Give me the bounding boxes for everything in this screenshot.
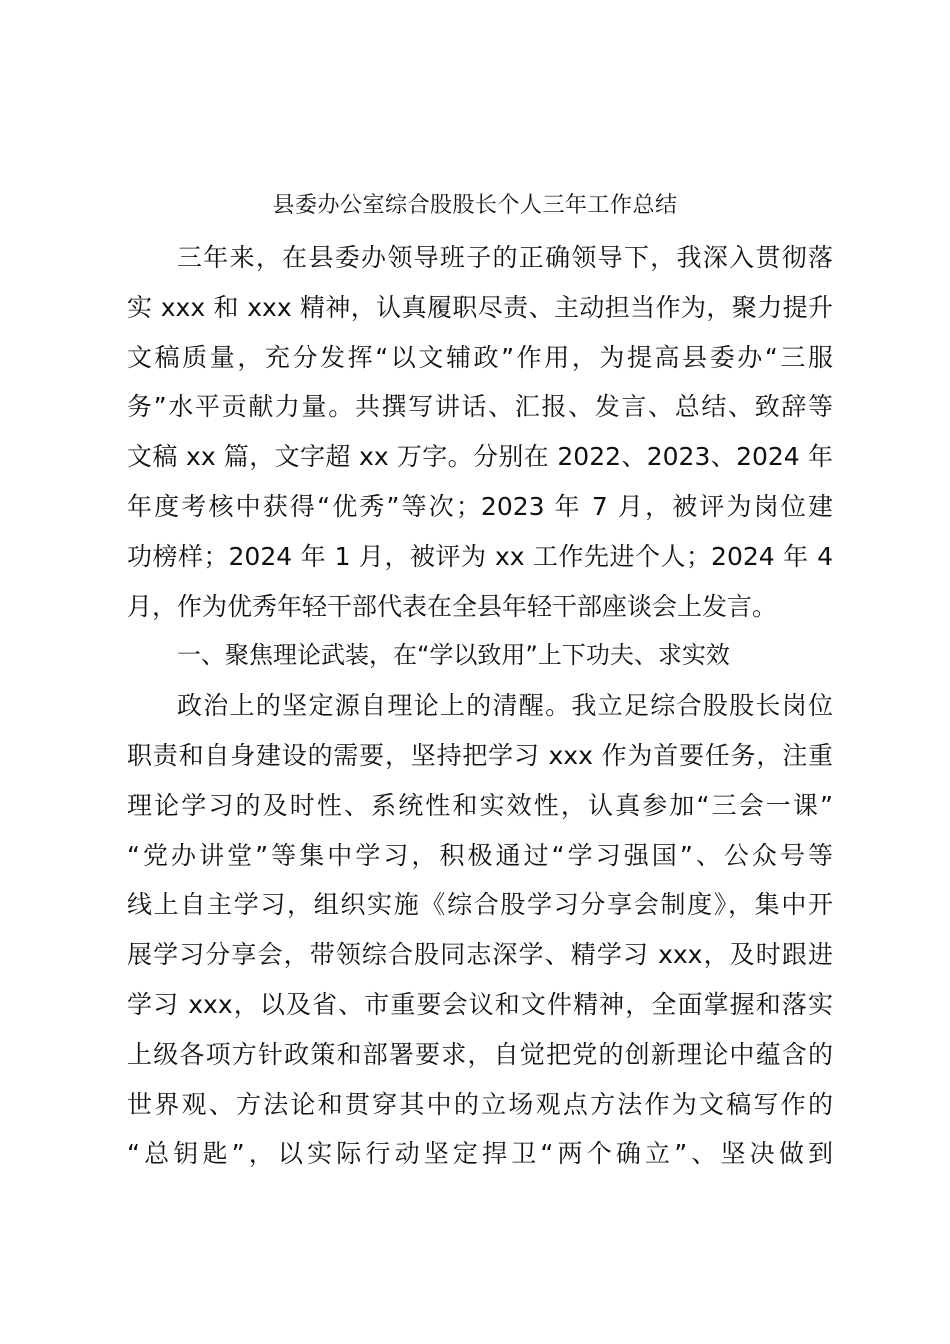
paragraph-line: 职责和自身建设的需要，坚持把学习 xxx 作为首要任务，注重 — [127, 740, 833, 770]
paragraph-line: “总钥匙”，以实际行动坚定捍卫“两个确立”、坚决做到 — [127, 1139, 833, 1169]
paragraph-line: 政治上的坚定源自理论上的清醒。我立足综合股股长岗位 — [177, 691, 833, 721]
paragraph-line: “党办讲堂”等集中学习，积极通过“学习强国”、公众号等 — [127, 840, 833, 870]
paragraph-line: 三年来，在县委办领导班子的正确领导下，我深入贯彻落 — [177, 243, 833, 272]
paragraph-line: 世界观、方法论和贯穿其中的立场观点方法作为文稿写作的 — [127, 1089, 833, 1119]
paragraph-line: 学习 xxx，以及省、市重要会议和文件精神，全面掌握和落实 — [127, 989, 833, 1019]
document-title: 县委办公室综合股股长个人三年工作总结 — [272, 193, 678, 218]
paragraph-line: 上级各项方针政策和部署要求，自觉把党的创新理论中蕴含的 — [127, 1039, 833, 1069]
paragraph-line: 展学习分享会，带领综合股同志深学、精学习 xxx，及时跟进 — [127, 940, 833, 970]
paragraph-line: 务”水平贡献力量。共撰写讲话、汇报、发言、总结、致辞等 — [127, 392, 833, 422]
paragraph-line: 实 xxx 和 xxx 精神，认真履职尽责、主动担当作为，聚力提升 — [127, 292, 833, 322]
paragraph-line: 线上自主学习，组织实施《综合股学习分享会制度》，集中开 — [127, 890, 833, 920]
paragraph-line: 年度考核中获得“优秀”等次；2023 年 7 月，被评为岗位建 — [127, 491, 833, 521]
section-heading: 一、聚焦理论武装，在“学以致用”上下功夫、求实效 — [177, 641, 730, 670]
paragraph-line: 功榜样；2024 年 1 月，被评为 xx 工作先进个人；2024 年 4 — [127, 541, 833, 571]
paragraph-line: 理论学习的及时性、系统性和实效性，认真参加“三会一课” — [127, 790, 833, 820]
document-body — [127, 233, 833, 1179]
paragraph-line: 月，作为优秀年轻干部代表在全县年轻干部座谈会上发言。 — [127, 591, 778, 621]
paragraph-line: 文稿 xx 篇，文字超 xx 万字。分别在 2022、2023、2024 年 — [127, 442, 833, 472]
paragraph-line: 文稿质量，充分发挥“以文辅政”作用，为提高县委办“三服 — [127, 342, 833, 372]
